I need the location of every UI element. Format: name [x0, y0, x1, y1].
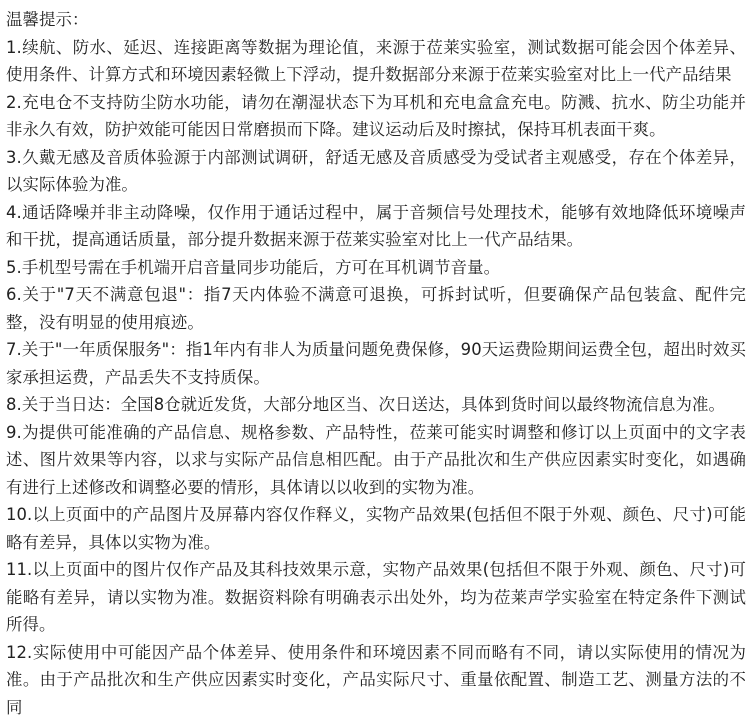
notice-item-2: 2.充电仓不支持防尘防水功能，请勿在潮湿状态下为耳机和充电盒盒充电。防溅、抗水、防尘功能并非永久有效，防护效能可能因日常磨损而下降。建议运动后及时擦拭，保持耳机表面干爽。 — [6, 89, 746, 144]
notice-item-5: 5.手机型号需在手机端开启音量同步功能后，方可在耳机调节音量。 — [6, 254, 746, 282]
notice-item-7: 7.关于"一年质保服务"：指1年内有非人为质量问题免费保修，90天运费险期间运费全包，超出时效买家承担运费，产品丢失不支持质保。 — [6, 336, 746, 391]
notice-list — [6, 34, 746, 721]
notice-item-3: 3.久戴无感及音质体验源于内部测试调研，舒适无感及音质感受为受试者主观感受，存在个体差异，以实际体验为准。 — [6, 144, 746, 199]
notice-item-9: 9.为提供可能准确的产品信息、规格参数、产品特性，莅莱可能实时调整和修订以上页面中的文字表述、图片效果等内容，以求与实际产品信息相匹配。由于产品批次和生产供应因素实时变化，如遇确有进行上述修改和调整必要的情形，具体请以以收到的实物为准。 — [6, 419, 746, 502]
notice-item-1: 1.续航、防水、延迟、连接距离等数据为理论值，来源于莅莱实验室，测试数据可能会因个体差异、使用条件、计算方式和环境因素轻微上下浮动，提升数据部分来源于莅莱实验室对比上一代产品结果 — [6, 34, 746, 89]
notice-item-12: 12.实际使用中可能因产品个体差异、使用条件和环境因素不同而略有不同，请以实际使用的情况为准。由于产品批次和生产供应因素实时变化，产品实际尺寸、重量依配置、制造工艺、测量方法的不同 — [6, 639, 746, 721]
notice-item-8: 8.关于当日达：全国8仓就近发货，大部分地区当、次日送达，具体到货时间以最终物流信息为准。 — [6, 391, 746, 419]
notice-title: 温馨提示： — [6, 6, 746, 34]
notice-item-10: 10.以上页面中的产品图片及屏幕内容仅作释义，实物产品效果(包括但不限于外观、颜色、尺寸)可能略有差异，具体以实物为准。 — [6, 501, 746, 556]
notice-item-11: 11.以上页面中的图片仅作产品及其科技效果示意，实物产品效果(包括但不限于外观、颜色、尺寸)可能略有差异，请以实物为准。数据资料除有明确表示出处外，均为莅莱声学实验室在特定条件下测试所得。 — [6, 556, 746, 639]
notice-item-6: 6.关于"7天不满意包退"：指7天内体验不满意可退换，可拆封试听，但要确保产品包装盒、配件完整，没有明显的使用痕迹。 — [6, 281, 746, 336]
notice-item-4: 4.通话降噪并非主动降噪，仅作用于通话过程中，属于音频信号处理技术，能够有效地降低环境噪声和干扰，提高通话质量，部分提升数据来源于莅莱实验室对比上一代产品结果。 — [6, 199, 746, 254]
